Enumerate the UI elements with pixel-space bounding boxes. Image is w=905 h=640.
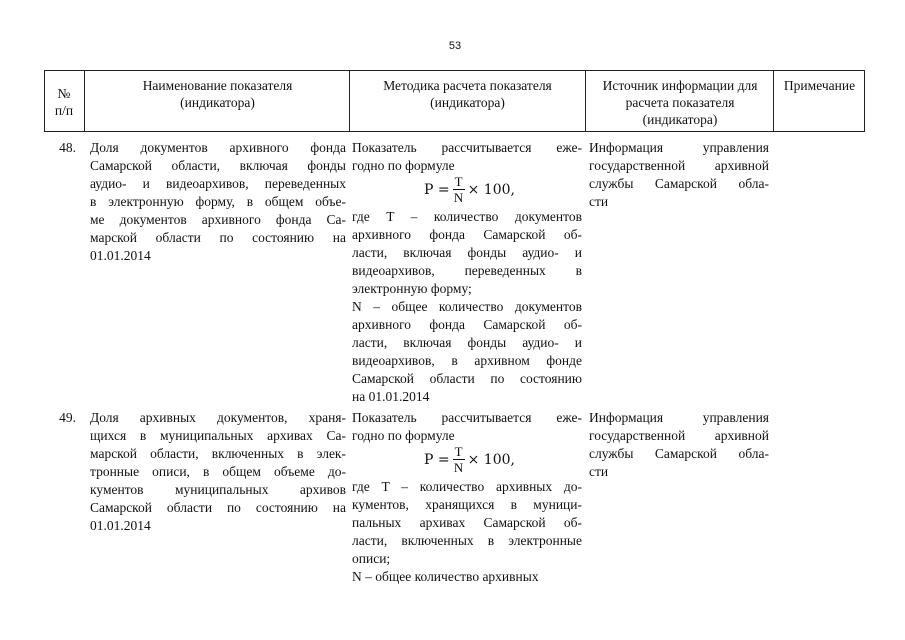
text-line: 01.01.2014 xyxy=(90,248,151,263)
table-left-border xyxy=(44,70,45,132)
text-line: кументов, хранящихся в муници- xyxy=(352,497,582,512)
formula-denominator: N xyxy=(453,460,464,475)
text-line: годно по формуле xyxy=(352,428,455,443)
header-source: Источник информации для расчета показателя (индикатора) xyxy=(602,78,758,127)
text-line: государственной архивной xyxy=(589,158,769,173)
row-48-name xyxy=(90,139,346,265)
text-line: государственной архивной xyxy=(589,428,769,443)
text-line: на 01.01.2014 xyxy=(352,389,430,404)
row-49-number: 49. xyxy=(59,410,76,425)
table-col-divider-1 xyxy=(84,70,85,132)
text-line: Показатель рассчитывается еже- xyxy=(352,140,582,155)
header-num-symbol: № xyxy=(57,86,71,101)
formula-numerator: T xyxy=(454,174,463,189)
row-49-method-body xyxy=(352,478,582,586)
row-48-method-intro xyxy=(352,139,582,175)
header-method: Методика расчета показателя (индикатора) xyxy=(383,78,552,110)
text-line: N – общее количество документов xyxy=(352,299,582,314)
header-num xyxy=(46,85,82,119)
text-line: видеоархивов, переведенных в xyxy=(352,263,582,278)
header-num-label: п/п xyxy=(54,103,74,118)
formula-lhs: P = xyxy=(424,181,450,198)
table-right-border xyxy=(864,70,865,132)
text-line: марской области, включенных в элек- xyxy=(90,446,346,461)
formula-rhs: × 100, xyxy=(467,451,515,468)
row-48-source xyxy=(589,139,769,211)
formula-rhs: × 100, xyxy=(467,181,515,198)
text-line: ме документов архивного фонда Са- xyxy=(90,212,346,227)
row-48-number: 48. xyxy=(59,140,76,155)
row-49-method-intro xyxy=(352,409,582,445)
text-line: 01.01.2014 xyxy=(90,518,151,533)
row-49-source xyxy=(589,409,769,481)
text-line: в электронную форму, в общем объе- xyxy=(90,194,346,209)
text-line: ласти, включая фонды аудио- и xyxy=(352,335,582,350)
text-line: архивного фонда Самарской об- xyxy=(352,317,582,332)
text-line: годно по формуле xyxy=(352,158,455,173)
row-48-method-body xyxy=(352,208,582,406)
text-line: где T – количество архивных до- xyxy=(352,479,582,494)
text-line: марской области по состоянию на xyxy=(90,230,346,245)
text-line: электронную форму; xyxy=(352,281,472,296)
text-line: тронные описи, в общем объеме до- xyxy=(90,464,346,479)
text-line: службы Самарской обла- xyxy=(589,446,769,461)
page-number: 53 xyxy=(448,40,462,52)
formula-lhs: P = xyxy=(424,451,450,468)
text-line: N – общее количество архивных xyxy=(352,569,539,584)
text-line: Самарской области по состоянию xyxy=(352,371,582,386)
table-top-border xyxy=(44,70,865,71)
text-line: Доля документов архивного фонда xyxy=(90,140,346,155)
text-line: Информация управления xyxy=(589,140,769,155)
text-line: пальных архивах Самарской об- xyxy=(352,515,582,530)
text-line: видеоархивов, в архивном фонде xyxy=(352,353,582,368)
text-line: кументов муниципальных архивов xyxy=(90,482,346,497)
row-49-formula xyxy=(424,445,515,474)
text-line: где T – количество документов xyxy=(352,209,582,224)
table-col-divider-2 xyxy=(349,70,350,132)
text-line: описи; xyxy=(352,551,391,566)
formula-numerator: T xyxy=(454,444,463,459)
text-line: Самарской области по состоянию на xyxy=(90,500,346,515)
text-line: службы Самарской обла- xyxy=(589,176,769,191)
formula-fraction xyxy=(453,175,465,204)
text-line: сти xyxy=(589,464,609,479)
text-line: Показатель рассчитывается еже- xyxy=(352,410,582,425)
text-line: Самарской области, включая фонды xyxy=(90,158,346,173)
table-col-divider-4 xyxy=(773,70,774,132)
text-line: ласти, включая фонды аудио- и xyxy=(352,245,582,260)
header-name: Наименование показателя (индикатора) xyxy=(142,78,293,110)
row-49-name xyxy=(90,409,346,535)
formula-denominator: N xyxy=(453,190,464,205)
text-line: щихся в муниципальных архивах Са- xyxy=(90,428,346,443)
text-line: аудио- и видеоархивов, переведенных xyxy=(90,176,346,191)
text-line: сти xyxy=(589,194,609,209)
text-line: архивного фонда Самарской об- xyxy=(352,227,582,242)
row-48-formula xyxy=(424,175,515,204)
text-line: Информация управления xyxy=(589,410,769,425)
text-line: Доля архивных документов, храня- xyxy=(90,410,346,425)
header-note: Примечание xyxy=(783,78,856,93)
table-col-divider-3 xyxy=(585,70,586,132)
formula-fraction xyxy=(453,445,465,474)
text-line: ласти, включенных в электронные xyxy=(352,533,582,548)
table-header-bottom-border xyxy=(44,131,865,132)
